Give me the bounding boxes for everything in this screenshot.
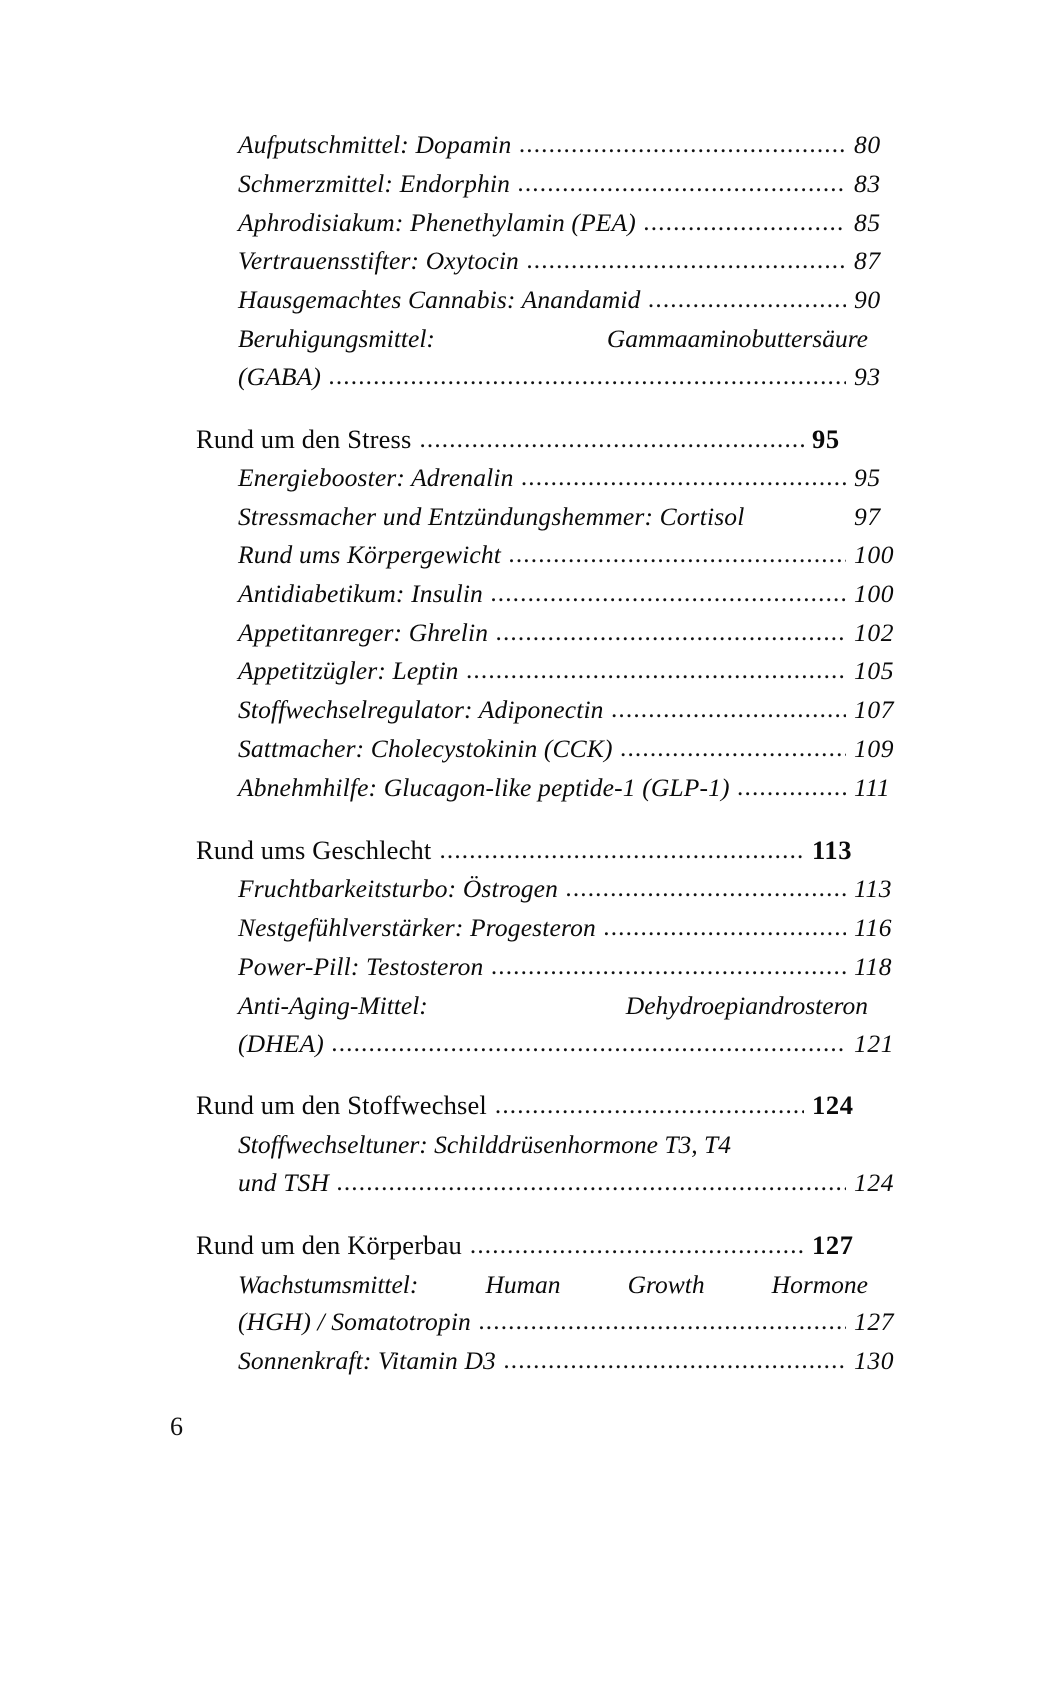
toc-entry-label: Nestgefühlverstärker: Progesteron (238, 913, 596, 943)
toc-page-number: 124 (812, 1090, 854, 1121)
toc-page-number: 127 (812, 1229, 854, 1260)
toc-sub-entry[interactable] (238, 909, 910, 948)
toc-entry-line-first[interactable] (238, 987, 910, 1025)
toc-entry-label: Rund ums Körpergewicht (238, 539, 502, 569)
toc-entry-label: Sonnenkraft: Vitamin D3 (238, 1346, 496, 1376)
toc-page-number: 121 (854, 1028, 895, 1058)
toc-entry-label-part: Beruhigungsmittel: (238, 323, 435, 353)
toc-entry-label: Abnehmhilfe: Glucagon-like peptide-1 (GLP-1) (238, 772, 730, 802)
toc-sub-entry[interactable] (238, 281, 910, 320)
toc-page-number: 90 (854, 285, 881, 315)
toc-group-spacer (196, 1203, 868, 1227)
toc-entry-label: Aufputschmittel: Dopamin (238, 130, 512, 159)
toc-group-spacer (196, 808, 868, 832)
toc-page-number: 113 (854, 874, 893, 904)
toc-dot-leader (470, 1227, 804, 1265)
toc-entry-label: Hausgemachtes Cannabis: Anandamid (238, 285, 641, 315)
toc-entry-label (238, 1126, 868, 1164)
toc-sub-entry[interactable] (238, 870, 910, 909)
toc-sub-entry[interactable] (238, 459, 910, 498)
toc-dot-leader (527, 242, 846, 280)
toc-sub-entry[interactable] (238, 652, 910, 691)
toc-entry-label-part: Stoffwechseltuner: Schilddrüsenhormone T3, T4 (238, 1130, 731, 1160)
toc-page-number: 118 (854, 951, 893, 981)
toc-entry-line-continuation[interactable] (238, 1164, 910, 1203)
toc-entry-label: Rund um den Körperbau (196, 1229, 462, 1260)
toc-page-number: 85 (854, 207, 881, 237)
toc-entry-label-part: Dehydroepiandrosteron (625, 990, 868, 1020)
toc-group-spacer (196, 397, 868, 421)
toc-dot-leader (649, 281, 846, 319)
toc-entry-label: Vertrauensstifter: Oxytocin (238, 246, 519, 276)
toc-sub-entry[interactable] (238, 691, 910, 730)
toc-dot-leader (479, 1303, 846, 1341)
toc-entry-line-first[interactable] (238, 320, 910, 358)
toc-dot-leader (604, 909, 846, 947)
toc-entry-label: Appetitzügler: Leptin (238, 656, 459, 686)
toc-entry-line-first[interactable] (238, 1266, 910, 1304)
toc-section-entry[interactable] (196, 421, 868, 460)
toc-entry-line-first[interactable] (238, 1126, 910, 1164)
toc-dot-leader (738, 769, 846, 807)
toc-page-number: 111 (854, 772, 891, 802)
toc-dot-leader (518, 165, 846, 203)
toc-entry-label: Aphrodisiakum: Phenethylamin (PEA) (238, 207, 636, 237)
toc-sub-entry[interactable] (238, 204, 910, 243)
page-folio: 6 (170, 1412, 183, 1441)
toc-page-number: 102 (854, 617, 895, 647)
toc-entry-label: Power-Pill: Testosteron (238, 951, 484, 981)
toc-entry-label (238, 1266, 868, 1304)
toc-dot-leader (504, 1342, 846, 1380)
toc-page-number: 124 (854, 1167, 895, 1197)
toc-page-number: 130 (854, 1346, 895, 1376)
toc-page-number: 80 (854, 130, 881, 159)
toc-page-number: 95 (854, 463, 881, 493)
toc-section-entry[interactable] (196, 1227, 868, 1266)
toc-group-spacer (196, 1063, 868, 1087)
toc-dot-leader (612, 691, 846, 729)
toc-entry-label: Antidiabetikum: Insulin (238, 578, 483, 608)
toc-dot-leader (566, 870, 846, 908)
toc-entry-label: Rund um den Stoffwechsel (196, 1090, 487, 1121)
toc-dot-leader (644, 204, 846, 242)
toc-entry-label (238, 987, 868, 1025)
toc-page-number: 83 (854, 168, 881, 198)
toc-entry-line-continuation[interactable] (238, 358, 910, 397)
toc-page-number: 107 (854, 695, 895, 725)
toc-sub-entry[interactable] (238, 730, 910, 769)
toc-dot-leader (509, 536, 846, 574)
toc-page-number: 95 (812, 423, 840, 454)
toc-sub-entry[interactable] (238, 575, 910, 614)
toc-dot-leader (519, 126, 846, 164)
toc-entry-label: Rund um den Stress (196, 423, 412, 454)
toc-entry-continuation-label: und TSH (238, 1167, 330, 1197)
toc-sub-entry[interactable] (238, 536, 910, 575)
toc-entry-label: Energiebooster: Adrenalin (238, 463, 514, 493)
toc-page-number: 87 (854, 246, 881, 276)
toc-entry-label: Appetitanreger: Ghrelin (238, 617, 489, 647)
toc-page-number: 109 (854, 733, 895, 763)
toc-entry-label-part: Wachstumsmittel: (238, 1269, 419, 1299)
toc-dot-leader (521, 459, 846, 497)
toc-sub-entry[interactable] (238, 614, 910, 653)
toc-page-number: 100 (854, 539, 895, 569)
toc-dot-leader (467, 652, 846, 690)
toc-dot-leader (419, 421, 804, 459)
toc-sub-entry[interactable] (238, 948, 910, 987)
toc-page-number: 93 (854, 361, 881, 391)
toc-dot-leader (329, 358, 846, 396)
toc-dot-leader (496, 614, 846, 652)
toc-entry-label: Rund ums Geschlecht (196, 834, 432, 865)
toc-entry-label: Stressmacher und Entzündungshemmer: Cortisol (238, 502, 745, 532)
toc-entry-label-part: Gammaaminobuttersäure (606, 323, 868, 353)
toc-sub-entry[interactable] (238, 498, 910, 536)
toc-sub-entry[interactable] (238, 165, 910, 204)
toc-section-entry[interactable] (196, 832, 868, 871)
toc-dot-leader (491, 575, 846, 613)
toc-entry-label: Fruchtbarkeitsturbo: Östrogen (238, 874, 558, 904)
toc-entry-label-part: Hormone (771, 1269, 868, 1299)
toc-entry-continuation-label: (HGH) / Somatotropin (238, 1307, 471, 1337)
toc-dot-leader (491, 948, 846, 986)
toc-page-number: 116 (854, 913, 893, 943)
toc-entry-line-continuation[interactable] (238, 1303, 910, 1342)
toc-page-number: 127 (854, 1307, 895, 1337)
toc-dot-leader (337, 1164, 846, 1202)
toc-entry-continuation-label: (GABA) (238, 361, 322, 391)
toc-entry-label-part: Anti-Aging-Mittel: (238, 990, 428, 1020)
toc-page-number: 113 (812, 834, 853, 865)
toc-entry-label (238, 320, 868, 358)
toc-entry-label: Schmerzmittel: Endorphin (238, 168, 511, 198)
toc-dot-leader (495, 1087, 804, 1125)
toc-dot-leader (439, 832, 804, 870)
toc-sub-entry[interactable] (238, 126, 910, 165)
table-of-contents (196, 126, 895, 1381)
toc-page-number: 105 (854, 656, 895, 686)
toc-entry-label: Sattmacher: Cholecystokinin (CCK) (238, 733, 613, 763)
toc-sub-entry[interactable] (238, 242, 910, 281)
toc-entry-label-part: Human (485, 1269, 561, 1299)
toc-dot-leader (621, 730, 846, 768)
toc-sub-entry[interactable] (238, 769, 910, 808)
toc-section-entry[interactable] (196, 1087, 868, 1126)
toc-entry-continuation-label: (DHEA) (238, 1028, 324, 1058)
toc-sub-entry[interactable] (238, 1342, 910, 1381)
toc-page-number: 100 (854, 578, 895, 608)
toc-entry-label-part: Growth (627, 1269, 705, 1299)
toc-page-number: 97 (854, 502, 881, 532)
toc-dot-leader (332, 1025, 846, 1063)
toc-entry-line-continuation[interactable] (238, 1025, 910, 1064)
toc-entry-label: Stoffwechselregulator: Adiponectin (238, 695, 604, 725)
